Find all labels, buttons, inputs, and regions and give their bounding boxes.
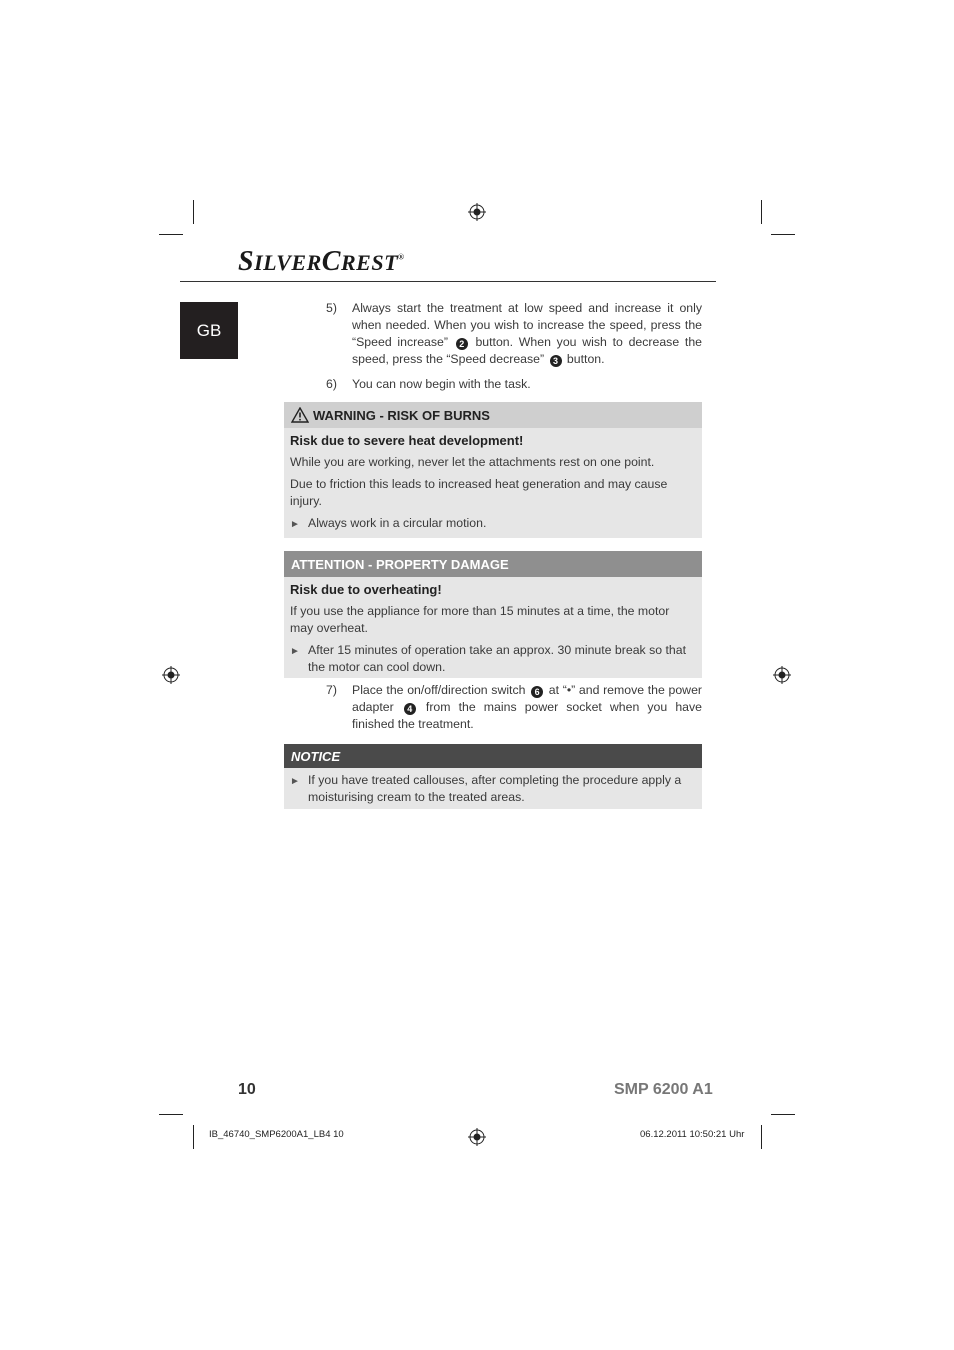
number-4-icon: 4	[404, 703, 416, 715]
attention-subtitle: Risk due to overheating!	[290, 582, 442, 597]
attention-header: ATTENTION - PROPERTY DAMAGE	[284, 551, 702, 577]
number-3-icon: 3	[550, 355, 562, 367]
registration-mark-icon	[162, 666, 180, 684]
registration-mark-icon	[773, 666, 791, 684]
slug-right: 06.12.2011 10:50:21 Uhr	[640, 1129, 745, 1140]
bullet-arrow-icon: ►	[290, 646, 300, 657]
attention-text: If you use the appliance for more than 15 minutes at a time, the motor may overheat.	[290, 604, 670, 635]
warning-header: WARNING - RISK OF BURNS	[284, 402, 702, 428]
warning-subtitle: Risk due to severe heat development!	[290, 433, 524, 448]
crop-mark	[159, 234, 183, 235]
notice-bullet: ► If you have treated callouses, after completing the procedure apply a moisturising cream to the treated areas.	[290, 773, 682, 804]
warning-text: Due to friction this leads to increased heat generation and may cause injury.	[290, 477, 668, 508]
crop-mark	[159, 1114, 183, 1115]
step-7: 7) Place the on/off/direction switch 6 at “•” and remove the power adapter 4 from the mains power socket when you have finished the treatment.	[326, 683, 702, 731]
warning-triangle-icon	[291, 407, 309, 423]
registration-mark-icon	[468, 1128, 486, 1146]
step-6: 6) You can now begin with the task.	[326, 377, 531, 391]
page-number: 10	[238, 1081, 256, 1098]
notice-box	[284, 744, 702, 809]
header-rule	[180, 281, 716, 282]
crop-mark	[193, 200, 194, 224]
notice-header: NOTICE	[284, 744, 702, 768]
bullet-arrow-icon: ►	[290, 776, 300, 787]
language-tab: GB	[180, 302, 238, 359]
step-5: 5) Always start the treatment at low speed and increase it only when needed. When you wish to increase the speed, press the “Speed increase” 2 button. When you wish to decrease the speed, press the “Speed decrease” 3 button.	[326, 301, 702, 366]
model-number: SMP 6200 A1	[614, 1081, 713, 1098]
warning-box	[284, 402, 702, 538]
warning-text: While you are working, never let the attachments rest on one point.	[290, 455, 655, 469]
crop-mark	[761, 1125, 762, 1149]
crop-mark	[761, 200, 762, 224]
bullet-arrow-icon: ►	[290, 519, 300, 530]
crop-mark	[193, 1125, 194, 1149]
number-6-icon: 6	[531, 686, 543, 698]
warning-bullet: ► Always work in a circular motion.	[290, 515, 694, 533]
crop-mark	[771, 234, 795, 235]
slug-left: IB_46740_SMP6200A1_LB4 10	[209, 1129, 344, 1140]
registration-mark-icon	[468, 203, 486, 221]
crop-mark	[771, 1114, 795, 1115]
number-2-icon: 2	[456, 338, 468, 350]
attention-bullet: ► After 15 minutes of operation take an approx. 30 minute break so that the motor can cool down.	[290, 643, 687, 674]
brand-logo: SILVERCREST®	[238, 246, 405, 277]
attention-box	[284, 551, 702, 678]
